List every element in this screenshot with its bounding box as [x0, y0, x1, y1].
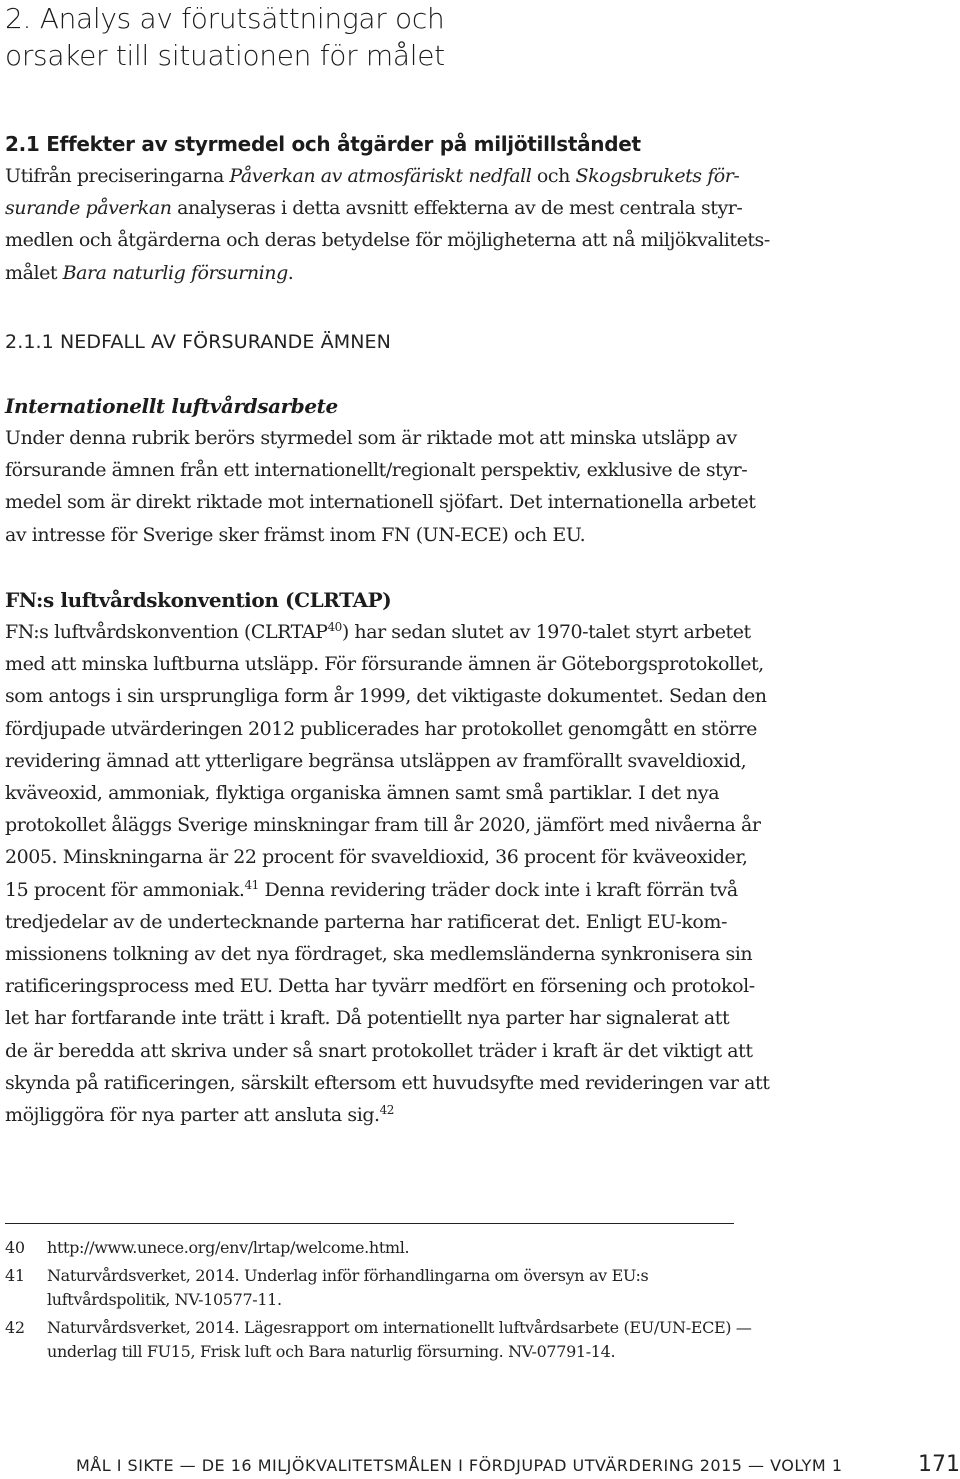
paragraph-line: de är beredda att skriva under så snart protokollet träder i kraft är det viktigt att	[5, 1039, 753, 1062]
paragraph-line: surande påverkan analyseras i detta avsnitt effekterna av de mest centrala styr-	[5, 197, 743, 220]
paragraph-line: av intresse för Sverige sker främst inom FN (UN-ECE) och EU.	[5, 523, 586, 546]
footnote-ref[interactable]: 41	[244, 877, 259, 892]
paragraph-line: Under denna rubrik berörs styrmedel som är riktade mot att minska utsläpp av	[5, 427, 737, 449]
paragraph-line: protokollet åläggs Sverige minskningar fram till år 2020, jämfört med nivåerna år	[5, 814, 761, 837]
paragraph-line: medlen och åtgärderna och deras betydelse för möjligheterna att nå miljökvalitets-	[5, 229, 770, 252]
footnotes	[5, 1236, 885, 1368]
paragraph-line: missionens tolkning av det nya fördraget, ska medlemsländerna synkronisera sin	[5, 943, 753, 966]
chapter-title-line: orsaker till situationen för målet	[5, 39, 445, 72]
section-heading: 2.1 Effekter av styrmedel och åtgärder på miljötillståndet	[5, 132, 641, 156]
paragraph-line: ratificeringsprocess med EU. Detta har tyvärr medfört en försening och protokol-	[5, 975, 755, 998]
footnote-number: 40	[5, 1238, 25, 1257]
block-international-air-work	[5, 390, 948, 551]
paragraph-line: revidering ämnad att ytterligare begränsa utsläppen av framförallt svaveldioxid,	[5, 749, 747, 772]
block-heading: FN:s luftvårdskonvention (CLRTAP)	[5, 588, 392, 612]
paragraph-line: försurande ämnen från ett internationellt/regionalt perspektiv, exklusive de styr-	[5, 459, 748, 482]
running-footer: MÅL I SIKTE — DE 16 MILJÖKVALITETSMÅLEN I FÖRDJUPAD UTVÄRDERING 2015 — VOLYM 1	[76, 1456, 843, 1475]
footnote-ref[interactable]: 40	[327, 620, 342, 634]
paragraph-line: 2005. Minskningarna är 22 procent för svaveldioxid, 36 procent för kväveoxider,	[5, 846, 748, 869]
paragraph-line: let har fortfarande inte trätt i kraft. Då potentiellt nya parter har signalerat att	[5, 1007, 730, 1030]
footnote-text: Naturvårdsverket, 2014. Underlag inför förhandlingarna om översyn av EU:s	[47, 1266, 649, 1285]
section-intro-paragraph	[5, 160, 948, 289]
footnote-number: 42	[5, 1318, 25, 1337]
footnote-text[interactable]: http://www.unece.org/env/lrtap/welcome.html.	[47, 1238, 410, 1257]
paragraph-line: fördjupade utvärderingen 2012 publicerades har protokollet genomgått en större	[5, 717, 757, 740]
footnote-text: luftvårdspolitik, NV-10577-11.	[47, 1290, 282, 1309]
page-number: 171	[918, 1452, 960, 1477]
footnote-divider	[5, 1223, 734, 1224]
paragraph-line: 15 procent för ammoniak.$^{41}$ Denna revidering träder dock inte i kraft förrän två	[5, 877, 738, 901]
block-paragraph	[5, 422, 948, 551]
paragraph-line: FN:s luftvårdskonvention (CLRTAP$^{40}$) har sedan slutet av 1970-talet styrt arbetet	[5, 620, 751, 643]
footnote	[5, 1264, 885, 1312]
block-clrtap	[5, 584, 948, 1131]
chapter-title	[5, 0, 948, 74]
footnote-text: underlag till FU15, Frisk luft och Bara naturlig försurning. NV-07791-14.	[47, 1342, 616, 1361]
paragraph-line: tredjedelar av de undertecknande parterna har ratificerat det. Enligt EU-kom-	[5, 910, 727, 933]
footnote-ref[interactable]: 42	[379, 1103, 394, 1118]
paragraph-line: målet Bara naturlig försurning.	[5, 261, 294, 284]
block-heading: Internationellt luftvårdsarbete	[5, 394, 338, 418]
footnote	[5, 1316, 885, 1364]
paragraph-line: med att minska luftburna utsläpp. För försurande ämnen är Göteborgsprotokollet,	[5, 653, 764, 676]
subsection-heading: 2.1.1 NEDFALL AV FÖRSURANDE ÄMNEN	[5, 331, 391, 353]
paragraph-line: kväveoxid, ammoniak, flyktiga organiska ämnen samt små partiklar. I det nya	[5, 782, 720, 805]
footnote-text: Naturvårdsverket, 2014. Lägesrapport om internationellt luftvårdsarbete (EU/UN-ECE) —	[47, 1318, 752, 1337]
paragraph-line: medel som är direkt riktade mot internationell sjöfart. Det internationella arbetet	[5, 491, 756, 514]
paragraph-line: möjliggöra för nya parter att ansluta sig.$^{42}$	[5, 1103, 394, 1127]
footnote	[5, 1236, 885, 1260]
paragraph-line: som antogs i sin ursprungliga form år 1999, det viktigaste dokumentet. Sedan den	[5, 685, 767, 708]
block-paragraph	[5, 616, 948, 1131]
chapter-title-line: 2. Analys av förutsättningar och	[5, 2, 445, 35]
paragraph-line: Utifrån preciseringarna Påverkan av atmosfäriskt nedfall och Skogsbrukets för-	[5, 165, 740, 187]
paragraph-line: skynda på ratificeringen, särskilt eftersom ett huvudsyfte med revideringen var att	[5, 1071, 770, 1094]
footnote-number: 41	[5, 1266, 25, 1285]
